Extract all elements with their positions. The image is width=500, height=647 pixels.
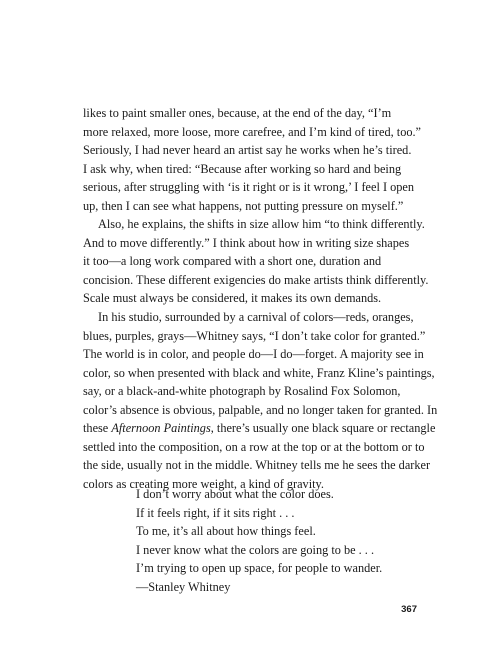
body-line: Scale must always be considered, it makes its own demands. bbox=[83, 291, 382, 306]
body-line: The world is in color, and people do—I do—forget. A majority see in bbox=[83, 347, 424, 362]
quote-line: I’m trying to open up space, for people to wander. bbox=[136, 561, 383, 576]
body-line: concision. These different exigencies do make artists think differently. bbox=[83, 272, 429, 287]
body-line: the side, usually not in the middle. Whitney tells me he sees the darker bbox=[83, 458, 431, 473]
body-line: blues, purples, grays—Whitney says, “I don’t take color for granted.” bbox=[83, 328, 426, 343]
body-line: it too—a long work compared with a short one, duration and bbox=[83, 254, 382, 269]
body-line: color, so when presented with black and white, Franz Kline’s paintings, bbox=[83, 365, 435, 380]
body-line: And to move differently.” I think about how in writing size shapes bbox=[83, 235, 410, 250]
block-quote bbox=[136, 485, 396, 596]
quote-line: I never know what the colors are going to be . . . bbox=[136, 542, 375, 557]
quote-line: To me, it’s all about how things feel. bbox=[136, 524, 316, 539]
body-line: color’s absence is obvious, palpable, and no longer taken for granted. In bbox=[83, 402, 438, 417]
body-line-text: these bbox=[83, 421, 112, 436]
body-line bbox=[83, 419, 436, 438]
body-line: I ask why, when tired: “Because after working so hard and being bbox=[83, 161, 402, 176]
body-line: likes to paint smaller ones, because, at the end of the day, “I’m bbox=[83, 106, 392, 120]
body-line: more relaxed, more loose, more carefree, and I’m kind of tired, too.” bbox=[83, 124, 422, 139]
body-line: serious, after struggling with ‘is it right or is it wrong,’ I feel I open bbox=[83, 180, 415, 195]
body-line: colors as creating more weight, a kind of gravity. bbox=[83, 476, 324, 491]
body-line: say, or a black-and-white photograph by Rosalind Fox Solomon, bbox=[83, 384, 401, 399]
body-line: settled into the composition, on a row at the top or at the bottom or to bbox=[83, 439, 425, 454]
body-line: Seriously, I had never heard an artist say he works when he’s tired. bbox=[83, 143, 412, 158]
body-line: In his studio, surrounded by a carnival of colors—reds, oranges, bbox=[98, 310, 414, 325]
artwork-title: Afternoon Paintings bbox=[111, 421, 211, 436]
quote-line: If it feels right, if it sits right . . . bbox=[136, 505, 295, 520]
page-number: 367 bbox=[401, 604, 417, 615]
body-line-text: , there’s usually one black square or rectangle bbox=[210, 421, 436, 436]
body-text bbox=[83, 104, 438, 493]
quote-attribution: —Stanley Whitney bbox=[136, 579, 231, 594]
body-line: up, then I can see what happens, not putting pressure on myself.” bbox=[83, 198, 404, 213]
quote-line: I don’t worry about what the color does. bbox=[136, 487, 334, 501]
body-line: Also, he explains, the shifts in size allow him “to think differently. bbox=[98, 217, 425, 232]
